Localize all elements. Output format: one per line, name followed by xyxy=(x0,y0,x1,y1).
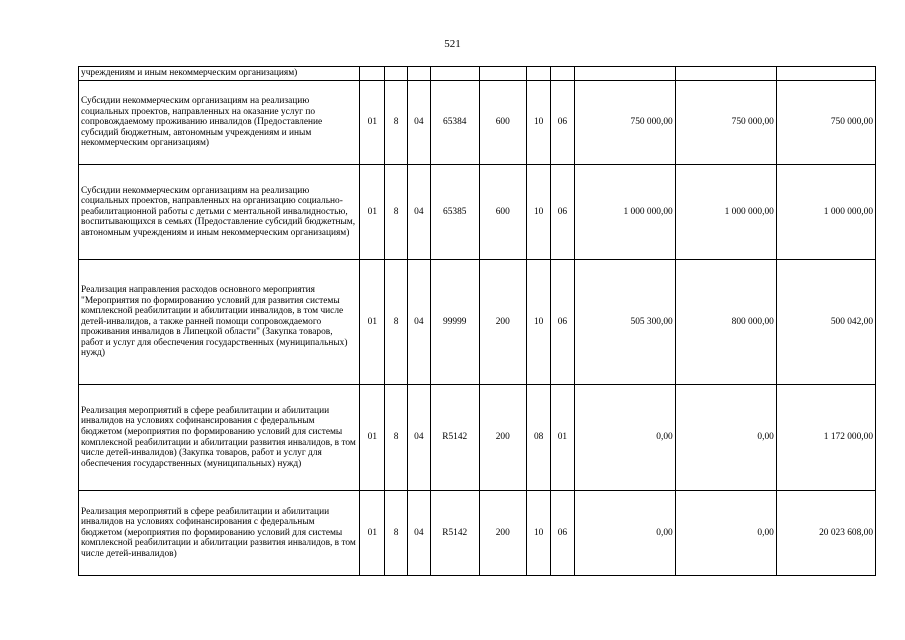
subprogram-code: 8 xyxy=(385,260,407,385)
activity-code xyxy=(407,67,430,81)
amount-year-3: 750 000,00 xyxy=(776,81,875,165)
table-row xyxy=(79,491,876,576)
program-code: 01 xyxy=(360,81,385,165)
table-row xyxy=(79,385,876,491)
activity-code: 04 xyxy=(407,260,430,385)
table-row xyxy=(79,165,876,260)
amount-year-1: 1 000 000,00 xyxy=(574,165,675,260)
amount-year-2: 800 000,00 xyxy=(675,260,776,385)
amount-year-3 xyxy=(776,67,875,81)
subprogram-code: 8 xyxy=(385,385,407,491)
row-description: Реализация мероприятий в сфере реабилитации и абилитации инвалидов на условиях софинансирования с федеральным бюджетом (мероприятия по формированию условий для системы комплексной реабилитации и абилитации развития инвалидов, в том числе детей-инвалидов) (Закупка товаров, работ и услуг для обеспечения государственных (муниципальных) нужд) xyxy=(79,385,360,491)
amount-year-3: 500 042,00 xyxy=(776,260,875,385)
amount-year-1: 750 000,00 xyxy=(574,81,675,165)
row-description: учреждениям и иным некоммерческим организациям) xyxy=(79,67,360,81)
row-description: Реализация мероприятий в сфере реабилитации и абилитации инвалидов на условиях софинансирования с федеральным бюджетом (мероприятия по формированию условий для системы комплексной реабилитации и абилитации развития инвалидов, в том числе детей-инвалидов) xyxy=(79,491,360,576)
section-code: 08 xyxy=(527,385,551,491)
expense-type-code: 200 xyxy=(479,491,527,576)
expense-type-code: 200 xyxy=(479,260,527,385)
section-code xyxy=(527,67,551,81)
amount-year-3: 1 000 000,00 xyxy=(776,165,875,260)
program-code: 01 xyxy=(360,165,385,260)
section-code: 10 xyxy=(527,165,551,260)
subsection-code: 01 xyxy=(551,385,574,491)
subsection-code: 06 xyxy=(551,165,574,260)
activity-code: 04 xyxy=(407,165,430,260)
expense-direction-code: R5142 xyxy=(430,385,479,491)
budget-table-body xyxy=(79,67,876,576)
amount-year-3: 20 023 608,00 xyxy=(776,491,875,576)
amount-year-1: 0,00 xyxy=(574,385,675,491)
amount-year-2: 1 000 000,00 xyxy=(675,165,776,260)
budget-table xyxy=(78,66,876,576)
expense-direction-code: 99999 xyxy=(430,260,479,385)
expense-type-code xyxy=(479,67,527,81)
amount-year-2: 0,00 xyxy=(675,491,776,576)
expense-type-code: 600 xyxy=(479,81,527,165)
row-description: Субсидии некоммерческим организациям на реализацию социальных проектов, направленных на организацию социально-реабилитационной работы с детьми с ментальной инвалидностью, воспитывающихся в семьях (Предоставление субсидий бюджетным, автономным учреждениям и иным некоммерческим организациям) xyxy=(79,165,360,260)
expense-direction-code: R5142 xyxy=(430,491,479,576)
activity-code: 04 xyxy=(407,385,430,491)
program-code xyxy=(360,67,385,81)
subprogram-code xyxy=(385,67,407,81)
section-code: 10 xyxy=(527,260,551,385)
amount-year-2: 0,00 xyxy=(675,385,776,491)
expense-direction-code: 65384 xyxy=(430,81,479,165)
expense-direction-code: 65385 xyxy=(430,165,479,260)
amount-year-1: 0,00 xyxy=(574,491,675,576)
amount-year-3: 1 172 000,00 xyxy=(776,385,875,491)
program-code: 01 xyxy=(360,491,385,576)
subsection-code xyxy=(551,67,574,81)
table-row xyxy=(79,81,876,165)
subprogram-code: 8 xyxy=(385,491,407,576)
program-code: 01 xyxy=(360,385,385,491)
row-description: Реализация направления расходов основного мероприятия "Мероприятия по формированию условий для развития системы комплексной реабилитации и абилитации инвалидов, в том числе детей-инвалидов, а также ранней помощи сопровождаемого проживания инвалидов в Липецкой области" (Закупка товаров, работ и услуг для обеспечения государственных (муниципальных) нужд) xyxy=(79,260,360,385)
amount-year-1: 505 300,00 xyxy=(574,260,675,385)
activity-code: 04 xyxy=(407,491,430,576)
expense-type-code: 600 xyxy=(479,165,527,260)
subsection-code: 06 xyxy=(551,81,574,165)
amount-year-2 xyxy=(675,67,776,81)
table-row xyxy=(79,67,876,81)
subprogram-code: 8 xyxy=(385,81,407,165)
row-description: Субсидии некоммерческим организациям на реализацию социальных проектов, направленных на оказание услуг по сопровождаемому проживанию инвалидов (Предоставление субсидий бюджетным, автономным учреждениям и иным некоммерческим организациям) xyxy=(79,81,360,165)
amount-year-2: 750 000,00 xyxy=(675,81,776,165)
amount-year-1 xyxy=(574,67,675,81)
expense-direction-code xyxy=(430,67,479,81)
program-code: 01 xyxy=(360,260,385,385)
expense-type-code: 200 xyxy=(479,385,527,491)
section-code: 10 xyxy=(527,81,551,165)
table-row xyxy=(79,260,876,385)
subsection-code: 06 xyxy=(551,260,574,385)
activity-code: 04 xyxy=(407,81,430,165)
subsection-code: 06 xyxy=(551,491,574,576)
subprogram-code: 8 xyxy=(385,165,407,260)
section-code: 10 xyxy=(527,491,551,576)
page-number: 521 xyxy=(444,38,461,50)
